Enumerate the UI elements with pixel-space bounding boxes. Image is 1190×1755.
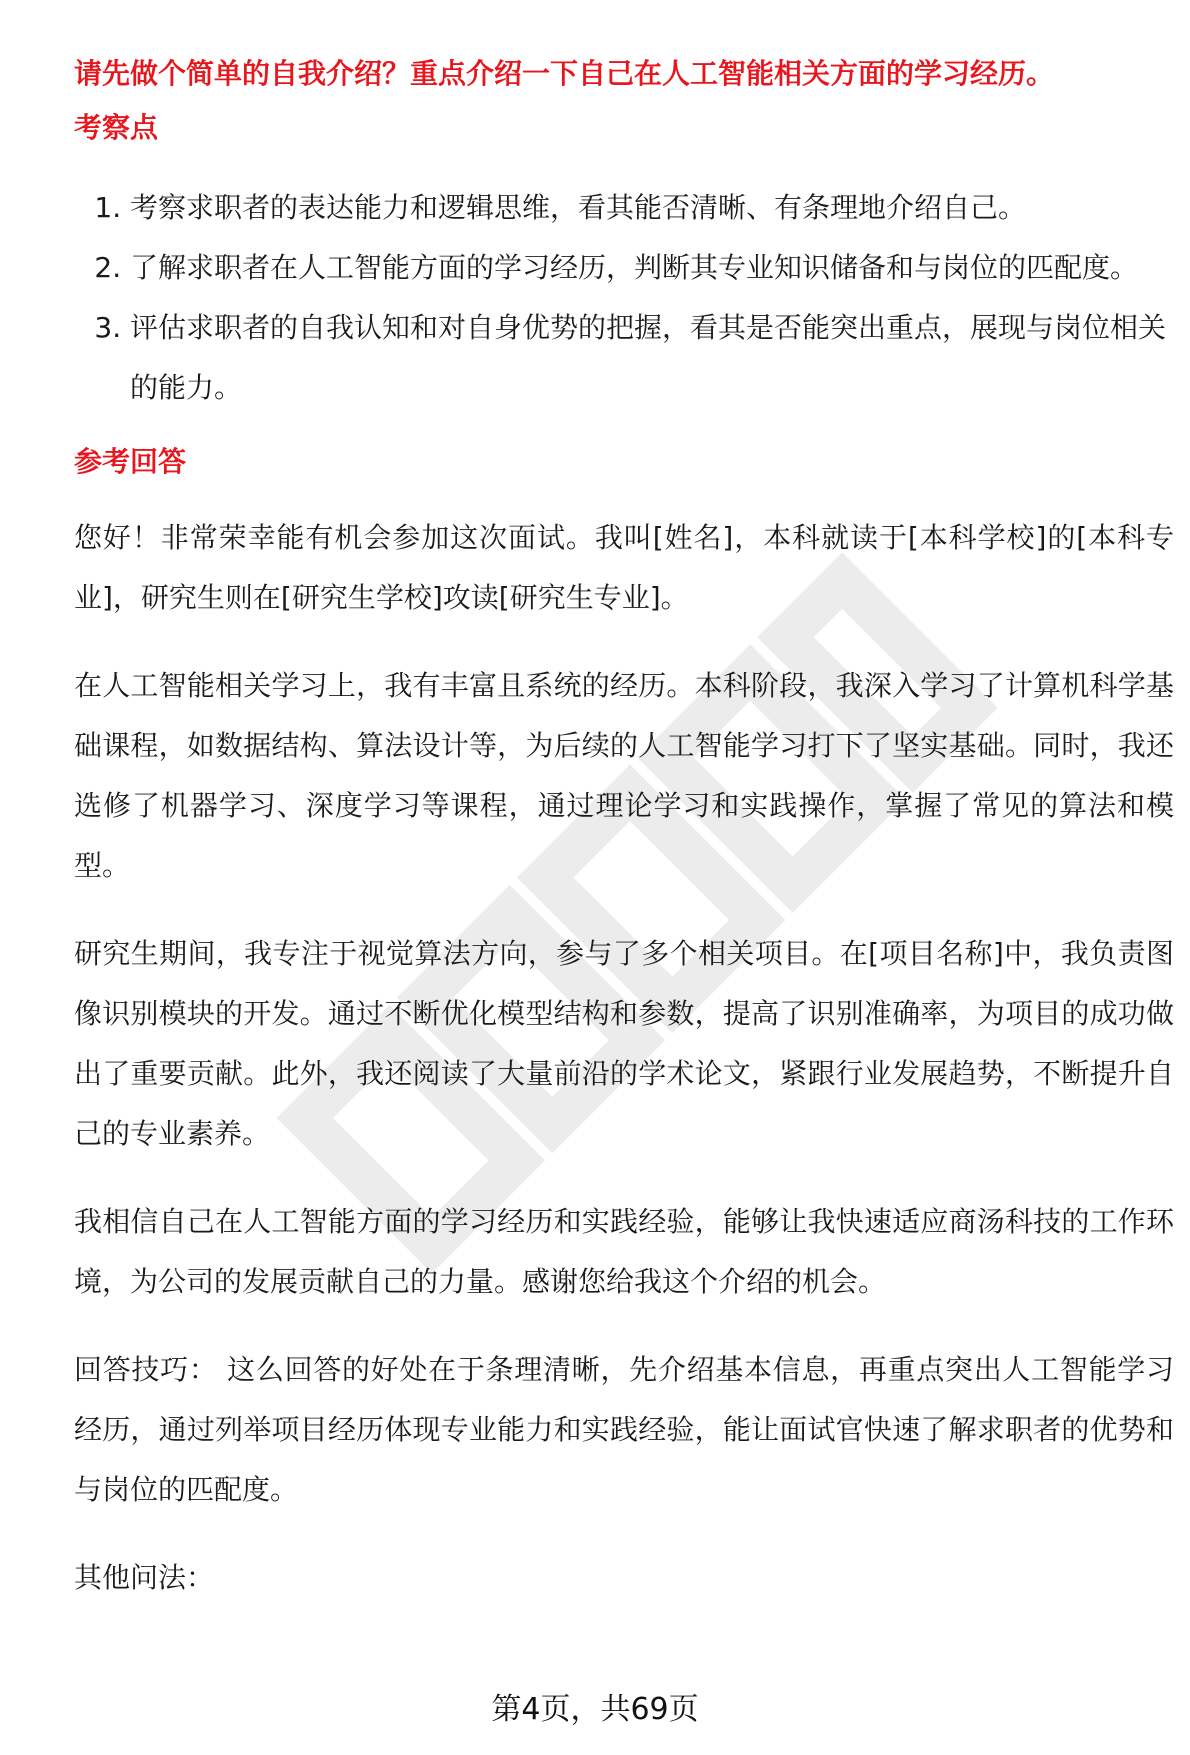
answer-tips: 回答技巧： 这么回答的好处在于条理清晰，先介绍基本信息，再重点突出人工智能学习经历，通过列举项目经历体现专业能力和实践经验，能让面试官快速了解求职者的优势和与岗位的匹配度。: [74, 1353, 1174, 1506]
points-list: [74, 178, 1174, 418]
answer-paragraph: 我相信自己在人工智能方面的学习经历和实践经验，能够让我快速适应商汤科技的工作环境，为公司的发展贡献自己的力量。感谢您给我这个介绍的机会。: [74, 1205, 1174, 1298]
list-item: 2. 了解求职者在人工智能方面的学习经历，判断其专业知识储备和与岗位的匹配度。: [130, 238, 1174, 298]
list-item: 3. 评估求职者的自我认知和对自身优势的把握，看其是否能突出重点，展现与岗位相关的能力。: [130, 298, 1174, 418]
page-number: 第4页，共69页: [491, 1692, 699, 1727]
document-page: [74, 52, 1174, 1608]
answer-heading: 参考回答: [74, 445, 187, 478]
question-heading: 请先做个简单的自我介绍？重点介绍一下自己在人工智能相关方面的学习经历。: [74, 57, 1055, 90]
list-item: 1. 考察求职者的表达能力和逻辑思维，看其能否清晰、有条理地介绍自己。: [130, 178, 1174, 238]
answer-paragraph: 研究生期间，我专注于视觉算法方向，参与了多个相关项目。在[项目名称]中，我负责图像识别模块的开发。通过不断优化模型结构和参数，提高了识别准确率，为项目的成功做出了重要贡献。此外，我还阅读了大量前沿的学术论文，紧跟行业发展趋势，不断提升自己的专业素养。: [74, 937, 1174, 1150]
answer-paragraph: 您好！非常荣幸能有机会参加这次面试。我叫[姓名]，本科就读于[本科学校]的[本科专业]，研究生则在[研究生学校]攻读[研究生专业]。: [74, 521, 1174, 614]
points-heading: 考察点: [74, 111, 159, 144]
other-questions-label: 其他问法：: [74, 1561, 215, 1594]
answer-paragraph: 在人工智能相关学习上，我有丰富且系统的经历。本科阶段，我深入学习了计算机科学基础课程，如数据结构、算法设计等，为后续的人工智能学习打下了坚实基础。同时，我还选修了机器学习、深度学习等课程，通过理论学习和实践操作，掌握了常见的算法和模型。: [74, 669, 1174, 882]
